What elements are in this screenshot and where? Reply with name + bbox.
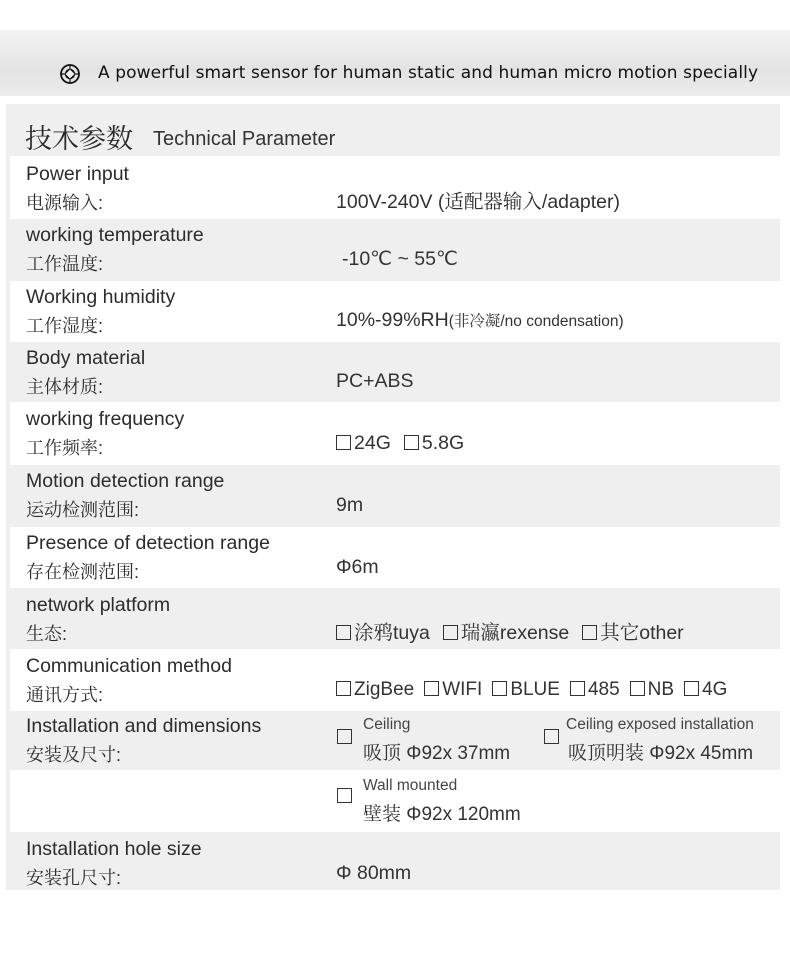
banner xyxy=(0,30,790,96)
table-row xyxy=(10,588,780,649)
checkbox[interactable] xyxy=(630,681,645,696)
checkbox[interactable] xyxy=(443,625,458,640)
ceiling-label-en: Ceiling xyxy=(363,716,411,733)
label-en: Installation and dimensions xyxy=(26,715,262,737)
title-en: Technical Parameter xyxy=(153,128,336,150)
option-group xyxy=(336,617,697,645)
banner-text: A powerful smart sensor for human static and human micro motion specially xyxy=(98,63,759,83)
checkbox[interactable] xyxy=(424,681,439,696)
table-row xyxy=(10,832,780,890)
label-cn: 生态: xyxy=(26,624,68,644)
option-item[interactable]: 5.8G xyxy=(404,432,464,454)
option-item[interactable]: 24G xyxy=(336,432,391,454)
table-row xyxy=(10,402,780,465)
table-row xyxy=(10,649,780,711)
option-item[interactable]: 瑞瀛rexense xyxy=(443,622,569,644)
checkbox[interactable] xyxy=(337,729,352,744)
option-item[interactable]: 涂鸦tuya xyxy=(336,622,430,644)
option-item[interactable]: NB xyxy=(630,679,674,700)
option-group xyxy=(336,679,727,701)
table-header xyxy=(6,104,780,154)
table-row xyxy=(10,342,780,402)
wall-label-en: Wall mounted xyxy=(363,777,458,794)
parameter-table xyxy=(6,104,780,890)
value: Φ 80mm xyxy=(336,862,412,884)
label-en: Presence of detection range xyxy=(26,532,270,554)
title-cn: 技术参数 xyxy=(25,124,133,154)
table-row xyxy=(10,465,780,527)
label-cn: 安装孔尺寸: xyxy=(26,868,122,888)
label-en: working frequency xyxy=(26,408,185,430)
label-en: working temperature xyxy=(26,224,204,246)
checkbox[interactable] xyxy=(337,788,352,803)
checkbox[interactable] xyxy=(684,681,699,696)
table-row xyxy=(10,219,780,281)
label-en: Communication method xyxy=(26,655,232,677)
crosshair-target-icon xyxy=(60,64,80,84)
table-row xyxy=(10,527,780,588)
checkbox[interactable] xyxy=(336,625,351,640)
table-row xyxy=(10,281,780,342)
option-item[interactable]: 4G xyxy=(684,679,727,700)
checkbox[interactable] xyxy=(492,681,507,696)
checkbox[interactable] xyxy=(336,435,351,450)
checkbox[interactable] xyxy=(582,625,597,640)
option-item[interactable]: WIFI xyxy=(424,679,482,700)
label-cn: 工作湿度: xyxy=(26,316,104,336)
label-cn: 工作温度: xyxy=(26,254,104,274)
table-row xyxy=(10,156,780,219)
checkbox[interactable] xyxy=(336,681,351,696)
table-row xyxy=(10,770,780,832)
label-cn: 运动检测范围: xyxy=(26,500,140,520)
checkbox[interactable] xyxy=(544,729,559,744)
label-en: Power input xyxy=(26,163,129,185)
option-item[interactable]: 485 xyxy=(570,679,620,700)
label-en: Body material xyxy=(26,347,146,369)
table-row xyxy=(10,711,780,770)
label-en: network platform xyxy=(26,594,171,616)
checkbox[interactable] xyxy=(570,681,585,696)
value: Φ6m xyxy=(336,556,379,578)
ceiling-exposed-label-en: Ceiling exposed installation xyxy=(566,716,754,733)
label-cn: 通讯方式: xyxy=(26,685,104,705)
label-cn: 工作频率: xyxy=(26,438,104,458)
option-item[interactable]: BLUE xyxy=(492,679,560,700)
label-cn: 存在检测范围: xyxy=(26,562,140,582)
ceiling-exposed-label-cn: 吸顶明装 Φ92x 45mm xyxy=(568,743,754,764)
label-en: Working humidity xyxy=(26,286,176,308)
label-en: Motion detection range xyxy=(26,470,225,492)
ceiling-label-cn: 吸顶 Φ92x 37mm xyxy=(363,743,511,764)
label-cn: 安装及尺寸: xyxy=(26,745,122,765)
value: 100V-240V (适配器输入/adapter) xyxy=(336,191,620,213)
label-cn: 电源输入: xyxy=(26,193,104,213)
value xyxy=(336,309,624,332)
option-group xyxy=(336,432,477,455)
label-en: Installation hole size xyxy=(26,838,202,860)
label-cn: 主体材质: xyxy=(26,377,104,397)
option-item[interactable]: 其它other xyxy=(582,622,683,644)
checkbox[interactable] xyxy=(404,435,419,450)
value-note: (非冷凝/no condensation) xyxy=(448,313,624,330)
option-item[interactable]: ZigBee xyxy=(336,679,414,700)
wall-label-cn: 壁装 Φ92x 120mm xyxy=(363,804,521,825)
value: PC+ABS xyxy=(336,370,414,392)
value-main: 10%-99%RH xyxy=(336,309,449,331)
value: 9m xyxy=(336,494,364,516)
value: -10℃ ~ 55℃ xyxy=(342,248,458,270)
